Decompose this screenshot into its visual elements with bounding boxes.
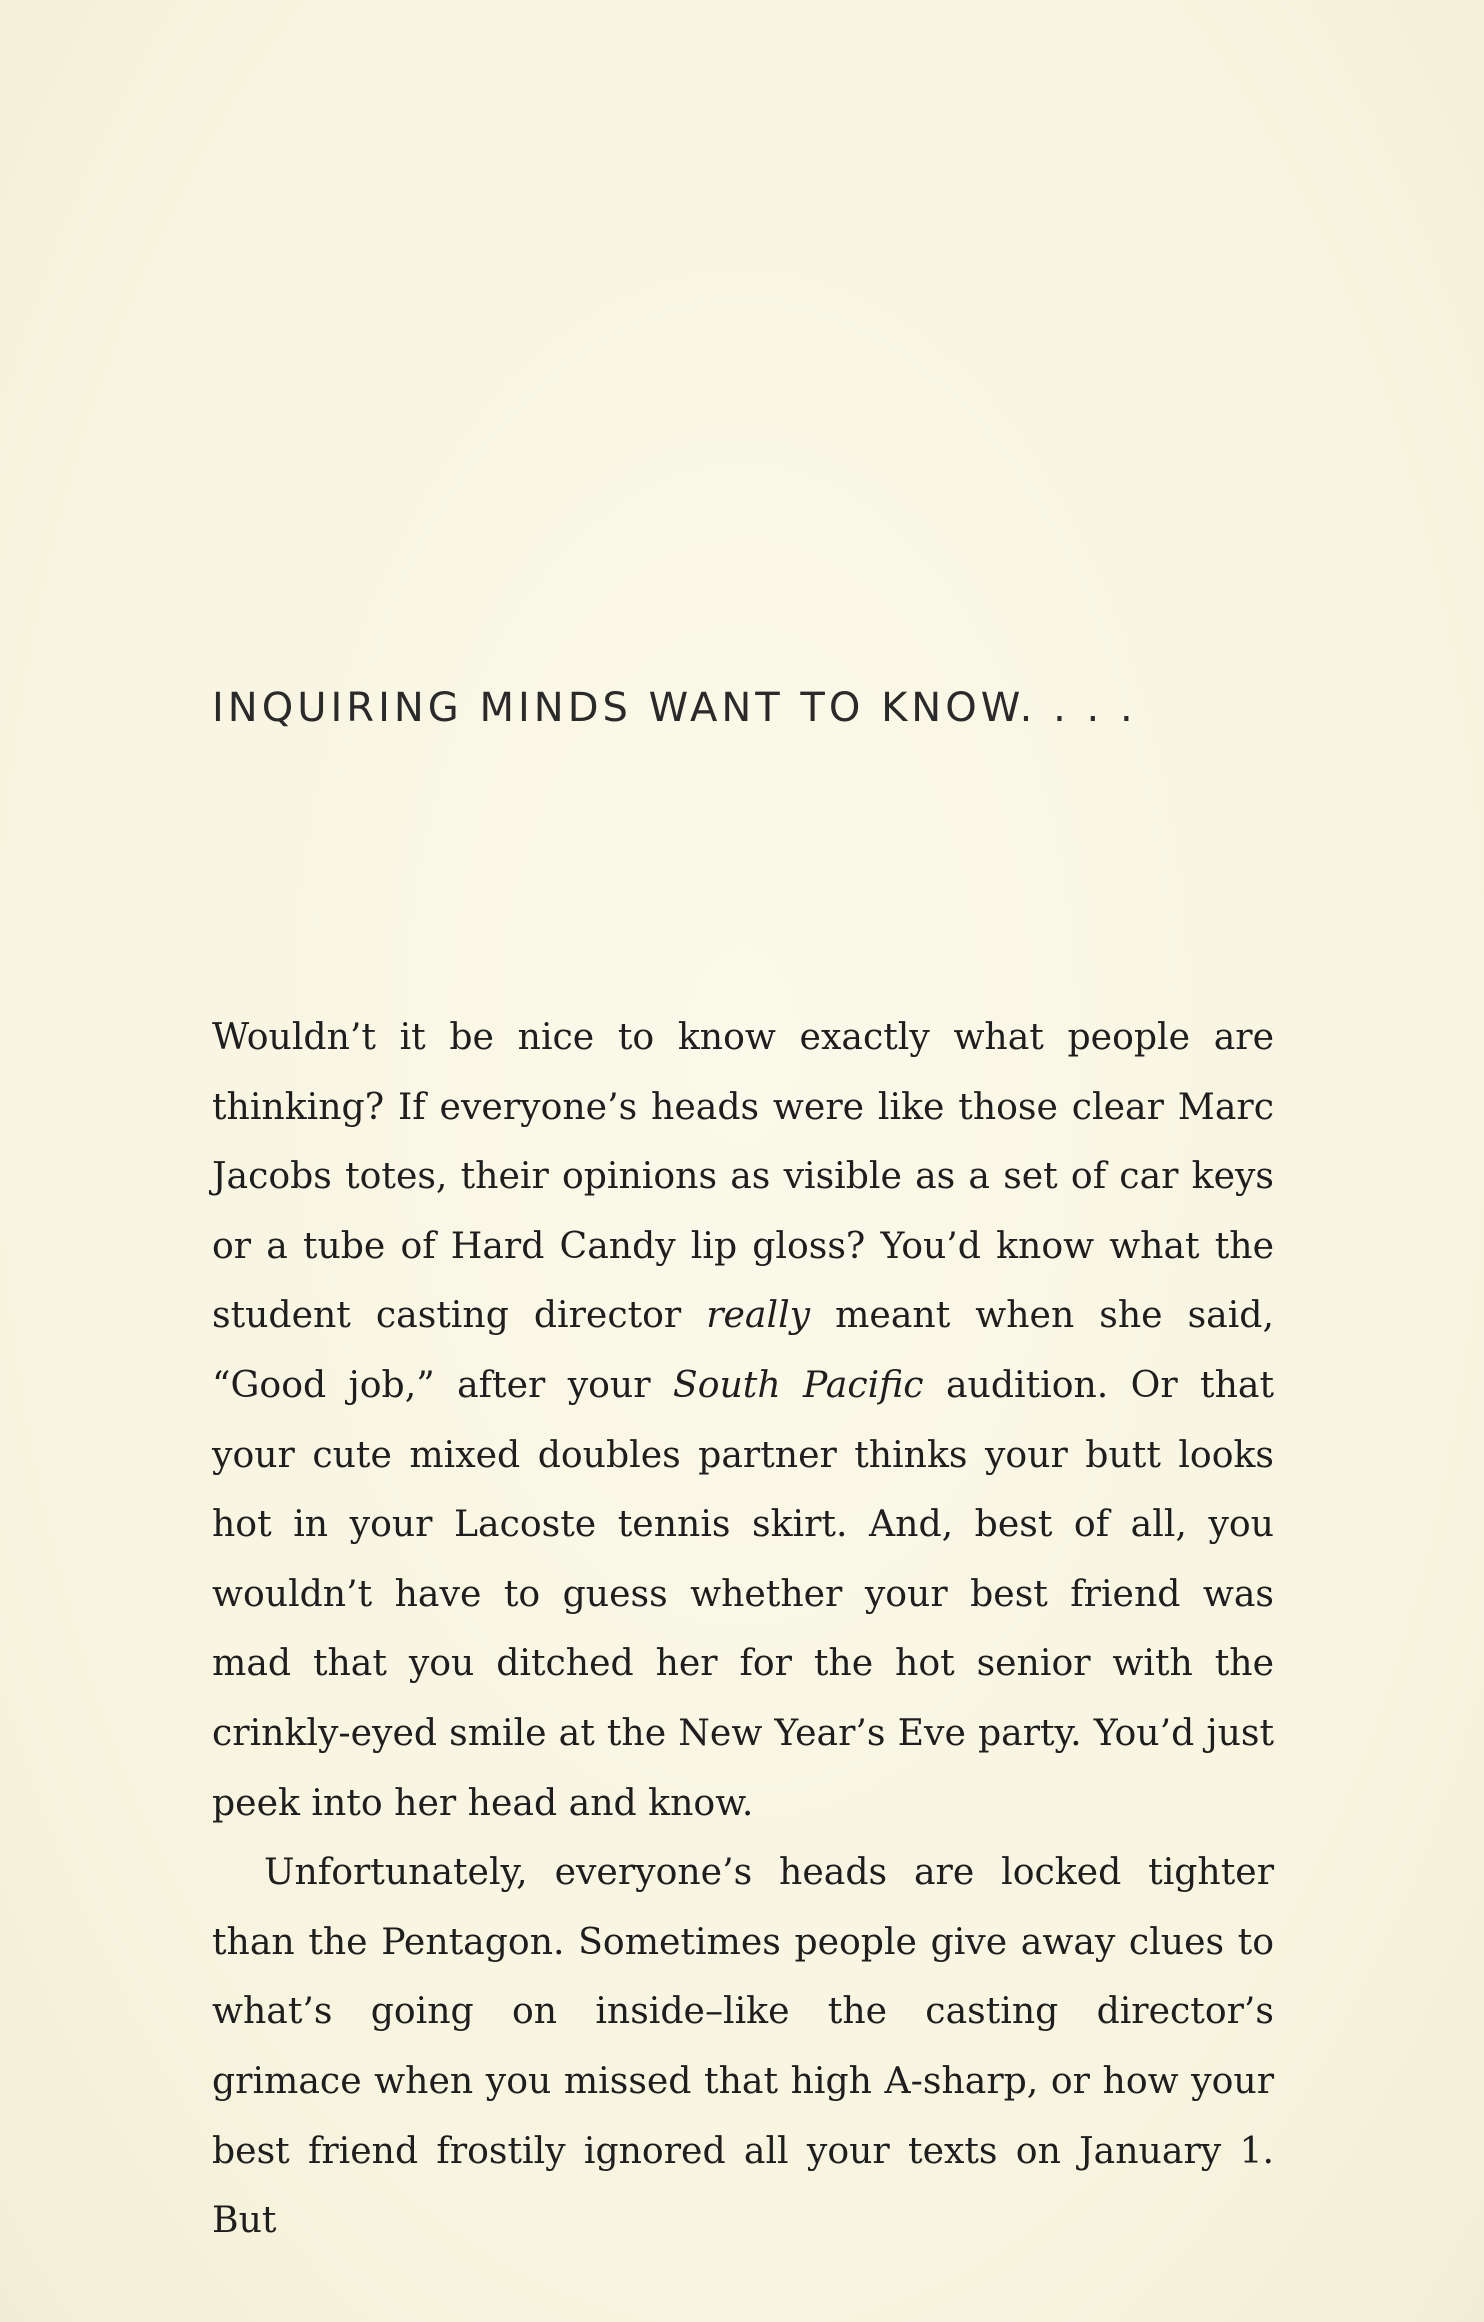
paragraph-2-segment-1: Unfortunately, everyone’s heads are locked tighter than the Pentagon. Sometimes people give away clues to what’s going on inside–like the casting director’s grimace when you missed that high A-sharp, or how your best friend frostily ignored all your texts on January 1. But bbox=[212, 1850, 1274, 2242]
paragraph-1-italic-really: really bbox=[706, 1293, 811, 1337]
paragraph-1-segment-1: Wouldn’t it be nice to know exactly what people are thinking? If everyone’s heads were like those clear Marc Jacobs totes, their opinions as visible as a set of car keys or a tube of Hard Candy lip gloss? You’d know what the student casting director bbox=[212, 1015, 1274, 1337]
body-text bbox=[212, 1002, 1274, 2255]
paragraph-1-segment-3: meant when she said, “Good job,” after your bbox=[212, 1293, 1274, 1406]
paragraph-2 bbox=[212, 1837, 1274, 2255]
chapter-heading: INQUIRING MINDS WANT TO KNOW. . . . bbox=[212, 685, 1137, 731]
paragraph-1-italic-south-pacific: South Pacific bbox=[672, 1362, 924, 1406]
paragraph-1 bbox=[212, 1002, 1274, 1837]
paragraph-1-segment-5: audition. Or that your cute mixed doubles partner thinks your butt looks hot in your Lacoste tennis skirt. And, best of all, you wouldn’t have to guess whether your best friend was mad that you ditched her for the hot senior with the crinkly-eyed smile at the New Year’s Eve party. You’d just peek into her head and know. bbox=[212, 1362, 1274, 1824]
